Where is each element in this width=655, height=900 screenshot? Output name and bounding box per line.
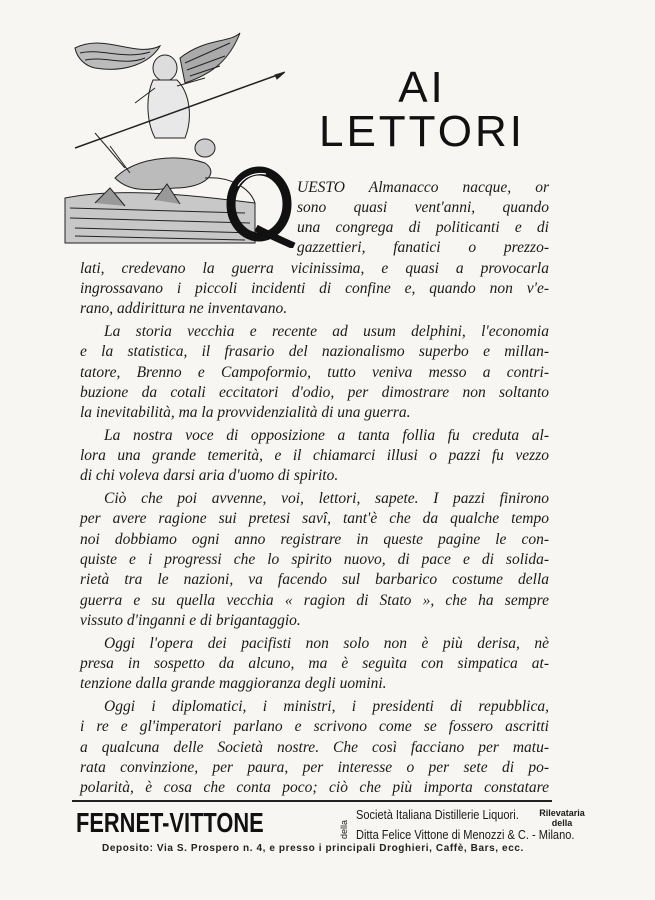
ad-brand-name: FERNET-VITTONE <box>76 807 264 838</box>
text-line: buzione da cotali eccitatori d'odio, per dimostrare non soltanto <box>80 384 549 401</box>
text-line: UESTO Almanacco nacque, or <box>297 179 549 196</box>
ad-della-vertical: della <box>339 819 349 839</box>
text-line: per avere ragione sui pretesi savî, tant'è che da qualche tempo <box>80 510 549 527</box>
text-line: Oggi l'opera dei pacifisti non solo non è più derisa, nè <box>104 635 549 652</box>
text-line: una congrega di politicanti e di <box>297 219 549 236</box>
divider-rule <box>72 800 552 802</box>
text-line: guerra e su quella vecchia « ragion di Stato », che ha sempre <box>80 592 549 609</box>
ad-company-line-1: Società Italiana Distillerie Liquori. <box>356 807 519 822</box>
ornate-drop-cap-q <box>226 166 296 248</box>
text-line: tatore, Brenno e Campoformio, tutto veniva messo a contri- <box>80 364 549 381</box>
text-line: rano, addirittura ne inventavano. <box>80 300 288 317</box>
ad-rilevataria-label: Rilevataria <box>539 808 585 818</box>
text-line: ingrossavano i piccoli incidenti di confine e, quando non v'e- <box>80 280 549 297</box>
text-line: vissuto d'inganni e di brigantaggio. <box>80 612 301 629</box>
text-line: di chi voleva darsi aria d'uomo di spirito. <box>80 467 339 484</box>
text-line: gazzettieri, fanatici o prezzo- <box>297 239 549 256</box>
text-line: a qualcuna delle Società nostre. Che così facciano per matu- <box>80 739 549 756</box>
advertisement-box <box>72 805 585 865</box>
text-line: e la statistica, il frasario del nazionalismo superbo e millan- <box>80 343 549 360</box>
text-line: tenzione dalla grande maggioranza degli uomini. <box>80 675 387 692</box>
text-line: rietà tra le nazioni, va facendo sul barbarico costume della <box>80 571 549 588</box>
text-line: la inevitabilità, ma la provvidenzialità di una guerra. <box>80 404 411 421</box>
ad-deposito-line: Deposito: Via S. Prospero n. 4, e presso i principali Droghieri, Caffè, Bars, ecc. <box>102 843 524 854</box>
text-line: sono quasi vent'anni, quando <box>297 199 549 216</box>
text-line: La nostra voce di opposizione a tanta follia fu creduta al- <box>104 427 549 444</box>
article-title: AI LETTORI <box>318 63 525 156</box>
text-line: presa in sospetto da alcuno, ma è seguìta con simpatica at- <box>80 655 549 672</box>
text-line: lora una grande temerità, e il chiamarci illusi o pazzi fu vezzo <box>80 447 549 464</box>
text-line: quiste e i progressi che lo spirito nuovo, di pace e di solida- <box>80 551 549 568</box>
ad-company-line-2: Ditta Felice Vittone di Menozzi & C. - Milano. <box>356 827 575 842</box>
ad-della-small: della <box>551 818 573 828</box>
text-line: i re e gl'imperatori parlano e scrivono come se fossero ascritti <box>80 718 549 735</box>
text-line: La storia vecchia e recente ad usum delphini, l'economia <box>104 323 549 340</box>
text-line: Oggi i diplomatici, i ministri, i presidenti di repubblica, <box>104 698 549 715</box>
text-line: noi dobbiamo ogni anno registrare in queste pagine le con- <box>80 531 549 548</box>
text-line: lati, credevano la guerra vicinissima, e quasi a provocarla <box>80 260 549 277</box>
ad-rilevataria <box>532 808 592 828</box>
drop-cap-letter: Q <box>261 216 262 217</box>
text-line: polarità, è cosa che conta poco; ciò che più importa constatare <box>80 779 549 796</box>
text-line: rata convinzione, per paura, per interesse o per sete di po- <box>80 759 549 776</box>
text-line: Ciò che poi avvenne, voi, lettori, sapete. I pazzi finirono <box>104 490 549 507</box>
